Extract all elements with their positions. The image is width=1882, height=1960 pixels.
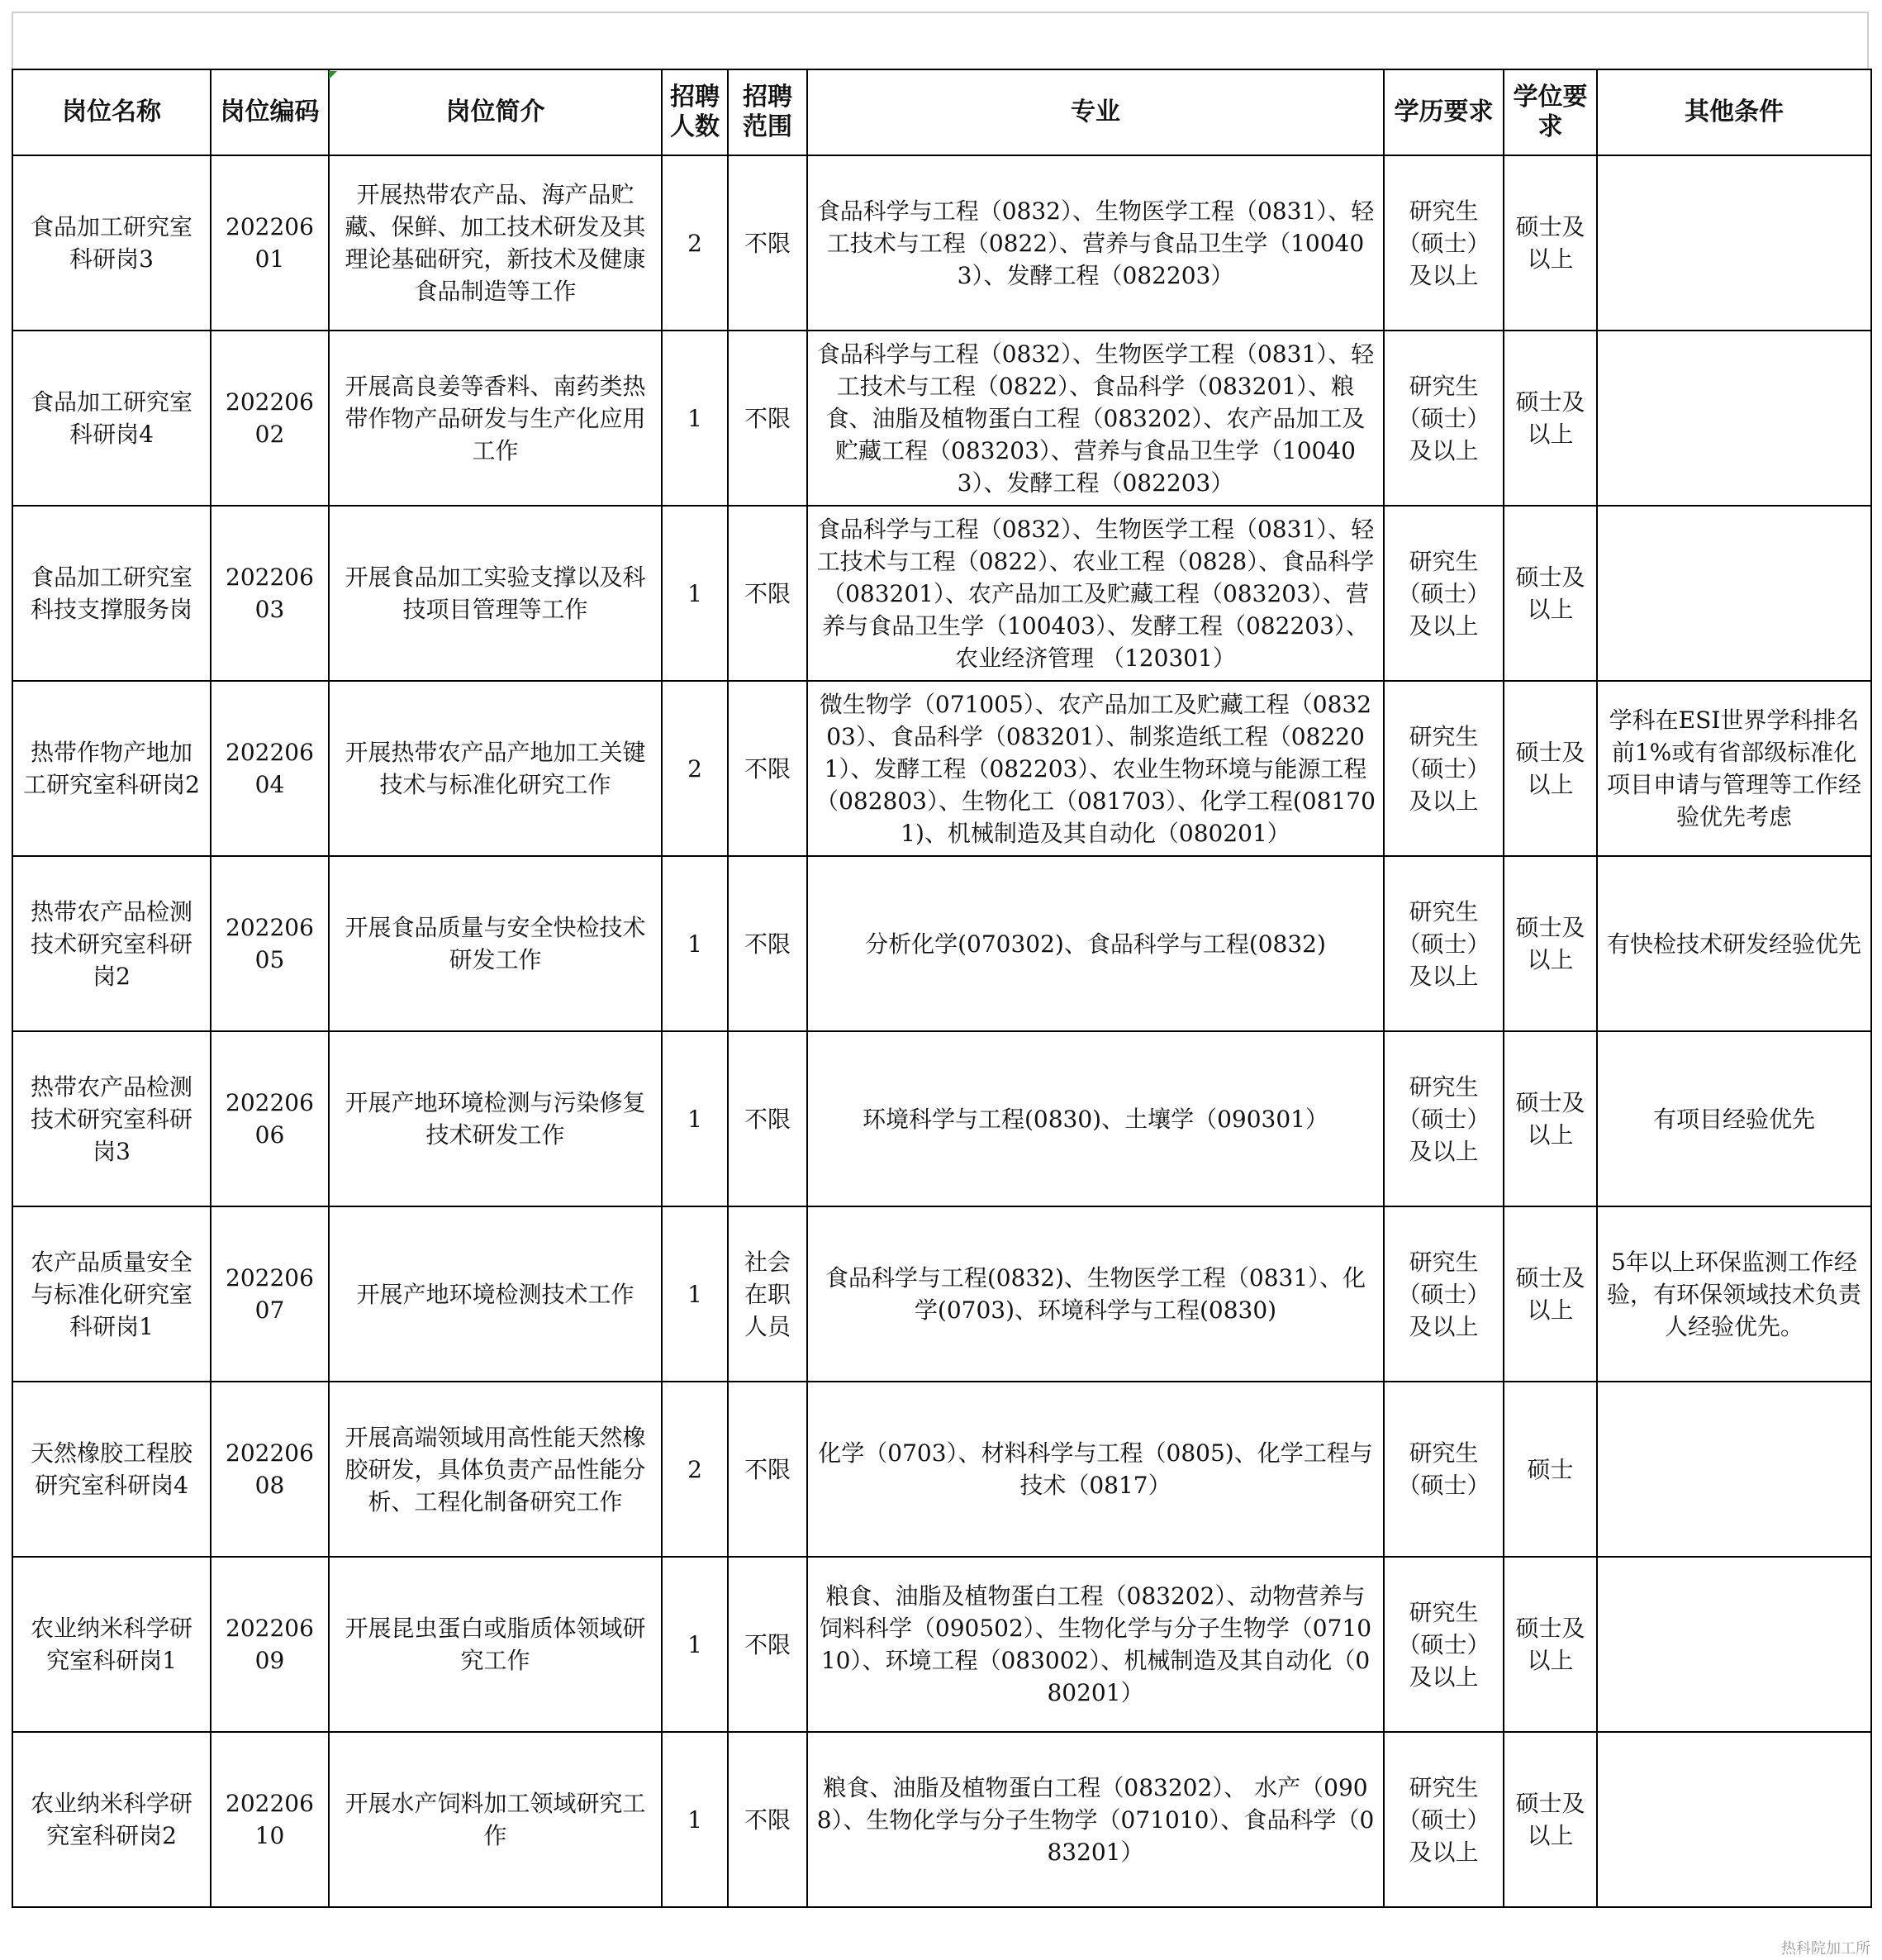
- table-row: [12, 1206, 1871, 1382]
- cell-scope: 不限: [728, 681, 807, 856]
- cell-scope: 不限: [728, 1031, 807, 1206]
- header-intro: 岗位简介: [329, 69, 662, 155]
- cell-count: 1: [662, 1031, 728, 1206]
- cell-count: 1: [662, 1557, 728, 1732]
- cell-education: 研究生（硕士）: [1384, 1382, 1504, 1557]
- cell-education: 研究生（硕士）及以上: [1384, 1557, 1504, 1732]
- cell-other: 学科在ESI世界学科排名前1%或有省部级标准化项目申请与管理等工作经验优先考虑: [1597, 681, 1871, 856]
- cell-degree: 硕士及以上: [1504, 856, 1597, 1031]
- cell-scope: 不限: [728, 155, 807, 331]
- table-header-row: [12, 69, 1871, 155]
- table-row: [12, 681, 1871, 856]
- cell-code: 20220610: [211, 1732, 329, 1907]
- cell-major: 化学（0703）、材料科学与工程（0805)、化学工程与技术（0817）: [807, 1382, 1384, 1557]
- cell-name: 天然橡胶工程胶研究室科研岗4: [12, 1382, 211, 1557]
- cell-count: 1: [662, 856, 728, 1031]
- table-row: [12, 1557, 1871, 1732]
- cell-education: 研究生（硕士）及以上: [1384, 155, 1504, 331]
- cell-major: 食品科学与工程（0832）、生物医学工程（0831）、轻工技术与工程（0822）、营养与食品卫生学（100403）、发酵工程（082203）: [807, 155, 1384, 331]
- cell-code: 20220606: [211, 1031, 329, 1206]
- header-degree: 学位要求: [1504, 69, 1597, 155]
- cell-education: 研究生（硕士）及以上: [1384, 331, 1504, 506]
- cell-degree: 硕士及以上: [1504, 506, 1597, 681]
- cell-name: 农产品质量安全与标准化研究室科研岗1: [12, 1206, 211, 1382]
- cell-scope: 不限: [728, 506, 807, 681]
- cell-major: 分析化学(070302)、食品科学与工程(0832): [807, 856, 1384, 1031]
- header-other: 其他条件: [1597, 69, 1871, 155]
- cell-code: 20220602: [211, 331, 329, 506]
- cell-degree: 硕士及以上: [1504, 1732, 1597, 1907]
- cell-count: 2: [662, 155, 728, 331]
- cell-intro: 开展食品加工实验支撑以及科技项目管理等工作: [329, 506, 662, 681]
- header-scope: 招聘范围: [728, 69, 807, 155]
- cell-name: 热带作物产地加工研究室科研岗2: [12, 681, 211, 856]
- cell-education: 研究生（硕士）及以上: [1384, 1732, 1504, 1907]
- cell-major: 食品科学与工程(0832)、生物医学工程（0831）、化学(0703)、环境科学与工程(0830): [807, 1206, 1384, 1382]
- cell-other: [1597, 331, 1871, 506]
- cell-scope: 社会在职人员: [728, 1206, 807, 1382]
- cell-comment-marker: [329, 71, 337, 79]
- cell-intro: 开展产地环境检测技术工作: [329, 1206, 662, 1382]
- cell-count: 1: [662, 1206, 728, 1382]
- cell-education: 研究生（硕士）及以上: [1384, 1031, 1504, 1206]
- cell-major: 食品科学与工程（0832）、生物医学工程（0831）、轻工技术与工程（0822）、食品科学（083201）、粮食、油脂及植物蛋白工程（083202）、农产品加工及贮藏工程（083203）、营养与食品卫生学（100403）、发酵工程（082203）: [807, 331, 1384, 506]
- table-row: [12, 331, 1871, 506]
- cell-name: 食品加工研究室科技支撑服务岗: [12, 506, 211, 681]
- cell-code: 20220607: [211, 1206, 329, 1382]
- cell-intro: 开展高端领域用高性能天然橡胶研发，具体负责产品性能分析、工程化制备研究工作: [329, 1382, 662, 1557]
- cell-other: 有项目经验优先: [1597, 1031, 1871, 1206]
- cell-intro: 开展食品质量与安全快检技术研发工作: [329, 856, 662, 1031]
- cell-scope: 不限: [728, 1732, 807, 1907]
- cell-major: 粮食、油脂及植物蛋白工程（083202）、动物营养与饲料科学（090502）、生物化学与分子生物学（071010）、环境工程（083002）、机械制造及其自动化（080201）: [807, 1557, 1384, 1732]
- cell-scope: 不限: [728, 1382, 807, 1557]
- header-major: 专业: [807, 69, 1384, 155]
- table-row: [12, 155, 1871, 331]
- cell-code: 20220601: [211, 155, 329, 331]
- header-name: 岗位名称: [12, 69, 211, 155]
- cell-degree: 硕士及以上: [1504, 155, 1597, 331]
- cell-scope: 不限: [728, 1557, 807, 1732]
- cell-education: 研究生（硕士）及以上: [1384, 856, 1504, 1031]
- cell-other: 5年以上环保监测工作经验，有环保领域技术负责人经验优先。: [1597, 1206, 1871, 1382]
- cell-intro: 开展水产饲料加工领域研究工作: [329, 1732, 662, 1907]
- cell-intro: 开展热带农产品产地加工关键技术与标准化研究工作: [329, 681, 662, 856]
- cell-major: 食品科学与工程（0832）、生物医学工程（0831）、轻工技术与工程（0822）、农业工程（0828）、食品科学（083201）、农产品加工及贮藏工程（083203）、营养与食品卫生学（100403）、发酵工程（082203）、农业经济管理 （120301）: [807, 506, 1384, 681]
- cell-education: 研究生（硕士）及以上: [1384, 1206, 1504, 1382]
- cell-name: 农业纳米科学研究室科研岗2: [12, 1732, 211, 1907]
- cell-count: 1: [662, 1732, 728, 1907]
- table-row: [12, 1382, 1871, 1557]
- cell-code: 20220604: [211, 681, 329, 856]
- cell-degree: 硕士及以上: [1504, 1031, 1597, 1206]
- cell-intro: 开展热带农产品、海产品贮藏、保鲜、加工技术研发及其理论基础研究，新技术及健康食品制造等工作: [329, 155, 662, 331]
- cell-other: [1597, 155, 1871, 331]
- cell-intro: 开展高良姜等香料、南药类热带作物产品研发与生产化应用工作: [329, 331, 662, 506]
- cell-intro: 开展产地环境检测与污染修复技术研发工作: [329, 1031, 662, 1206]
- header-count: 招聘人数: [662, 69, 728, 155]
- cell-education: 研究生（硕士）及以上: [1384, 506, 1504, 681]
- cell-major: 粮食、油脂及植物蛋白工程（083202）、 水产（0908）、生物化学与分子生物学（071010）、食品科学（083201）: [807, 1732, 1384, 1907]
- cell-major: 环境科学与工程(0830)、土壤学（090301）: [807, 1031, 1384, 1206]
- cell-count: 1: [662, 506, 728, 681]
- cell-scope: 不限: [728, 331, 807, 506]
- cell-other: [1597, 1557, 1871, 1732]
- cell-code: 20220608: [211, 1382, 329, 1557]
- cell-degree: 硕士及以上: [1504, 331, 1597, 506]
- recruitment-table: [12, 69, 1872, 1908]
- cell-count: 2: [662, 681, 728, 856]
- cell-degree: 硕士及以上: [1504, 681, 1597, 856]
- cell-degree: 硕士及以上: [1504, 1557, 1597, 1732]
- cell-count: 2: [662, 1382, 728, 1557]
- cell-name: 农业纳米科学研究室科研岗1: [12, 1557, 211, 1732]
- table-row: [12, 1732, 1871, 1907]
- table-row: [12, 856, 1871, 1031]
- table-row: [12, 506, 1871, 681]
- watermark: 热科院加工所: [1781, 1940, 1870, 1958]
- cell-intro: 开展昆虫蛋白或脂质体领域研究工作: [329, 1557, 662, 1732]
- cell-name: 热带农产品检测技术研究室科研岗3: [12, 1031, 211, 1206]
- cell-other: [1597, 1382, 1871, 1557]
- cell-count: 1: [662, 331, 728, 506]
- cell-name: 食品加工研究室科研岗3: [12, 155, 211, 331]
- cell-degree: 硕士及以上: [1504, 1206, 1597, 1382]
- cell-major: 微生物学（071005）、农产品加工及贮藏工程（083203）、食品科学（083201）、制浆造纸工程（082201）、发酵工程（082203）、农业生物环境与能源工程（082803）、生物化工（081703）、化学工程(081701)、机械制造及其自动化（080201）: [807, 681, 1384, 856]
- cell-other: [1597, 506, 1871, 681]
- header-education: 学历要求: [1384, 69, 1504, 155]
- sheet-top-bar: [12, 12, 1869, 69]
- cell-code: 20220609: [211, 1557, 329, 1732]
- cell-education: 研究生（硕士）及以上: [1384, 681, 1504, 856]
- cell-name: 热带农产品检测技术研究室科研岗2: [12, 856, 211, 1031]
- cell-code: 20220603: [211, 506, 329, 681]
- cell-degree: 硕士: [1504, 1382, 1597, 1557]
- cell-scope: 不限: [728, 856, 807, 1031]
- table-row: [12, 1031, 1871, 1206]
- header-code: 岗位编码: [211, 69, 329, 155]
- cell-other: [1597, 1732, 1871, 1907]
- cell-name: 食品加工研究室科研岗4: [12, 331, 211, 506]
- cell-other: 有快检技术研发经验优先: [1597, 856, 1871, 1031]
- cell-code: 20220605: [211, 856, 329, 1031]
